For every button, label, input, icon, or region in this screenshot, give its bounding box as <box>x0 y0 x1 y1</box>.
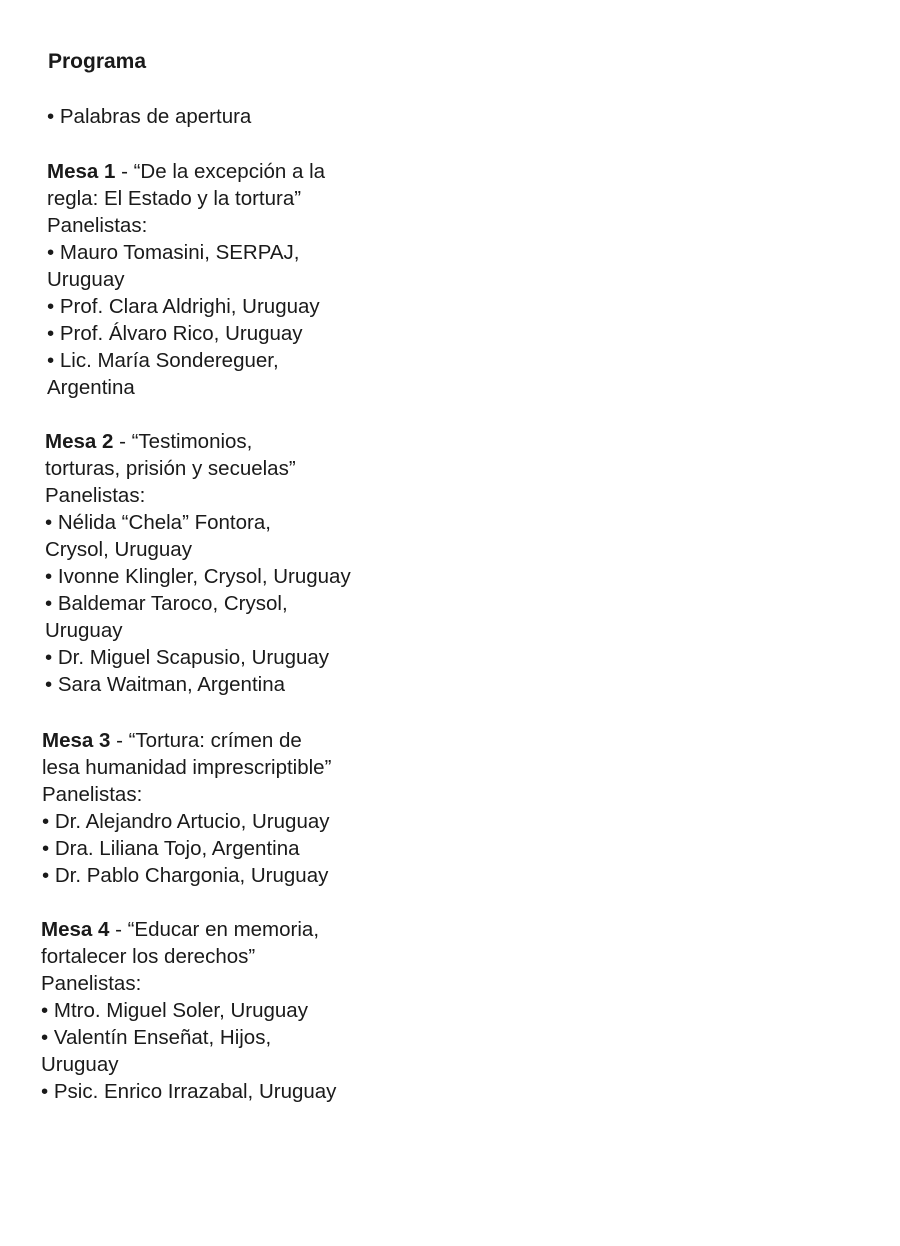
mesa-title-line: - “Tortura: crímen de <box>110 729 302 752</box>
mesa-title-line: fortalecer los derechos” <box>41 945 256 968</box>
panelist-item: • Prof. Clara Aldrighi, Uruguay <box>47 295 320 318</box>
mesa-heading <box>45 428 252 455</box>
panelist-item-continuation: Crysol, Uruguay <box>45 538 192 561</box>
panelist-item: • Ivonne Klingler, Crysol, Uruguay <box>45 565 351 588</box>
mesa-heading <box>41 916 319 943</box>
mesa-label: Mesa 3 <box>42 729 111 752</box>
panelist-item: • Valentín Enseñat, Hijos, <box>41 1026 272 1049</box>
panelist-item-continuation: Uruguay <box>47 268 125 291</box>
mesa-label: Mesa 2 <box>45 430 114 453</box>
page-title: Programa <box>48 50 147 73</box>
panelist-item: • Dr. Miguel Scapusio, Uruguay <box>45 646 330 669</box>
panelist-item: • Baldemar Taroco, Crysol, <box>45 592 288 615</box>
panelist-item-continuation: Argentina <box>47 376 135 399</box>
panelist-item: • Prof. Álvaro Rico, Uruguay <box>47 322 303 345</box>
panelists-label: Panelistas: <box>47 214 148 237</box>
mesa-heading <box>42 727 302 754</box>
panelist-item: • Dr. Alejandro Artucio, Uruguay <box>42 810 330 833</box>
panelist-item-continuation: Uruguay <box>45 619 123 642</box>
panelist-item: • Nélida “Chela” Fontora, <box>45 511 271 534</box>
mesa-title-line: lesa humanidad imprescriptible” <box>42 756 332 779</box>
panelist-item: • Dr. Pablo Chargonia, Uruguay <box>42 864 329 887</box>
mesa-title-line: torturas, prisión y secuelas” <box>45 457 296 480</box>
panelist-item: • Lic. María Sondereguer, <box>47 349 279 372</box>
mesa-heading <box>47 158 325 185</box>
mesa-title-line: regla: El Estado y la tortura” <box>47 187 302 210</box>
panelist-item: • Sara Waitman, Argentina <box>45 673 286 696</box>
opening-item: • Palabras de apertura <box>47 105 252 128</box>
panelist-item-continuation: Uruguay <box>41 1053 119 1076</box>
panelists-label: Panelistas: <box>45 484 146 507</box>
panelists-label: Panelistas: <box>41 972 142 995</box>
mesa-title-line: - “Testimonios, <box>113 430 253 453</box>
mesa-title-line: - “Educar en memoria, <box>109 918 320 941</box>
panelist-item: • Dra. Liliana Tojo, Argentina <box>42 837 300 860</box>
mesa-label: Mesa 4 <box>41 918 110 941</box>
panelist-item: • Psic. Enrico Irrazabal, Uruguay <box>41 1080 337 1103</box>
mesa-label: Mesa 1 <box>47 160 116 183</box>
mesa-title-line: - “De la excepción a la <box>115 160 326 183</box>
panelist-item: • Mtro. Miguel Soler, Uruguay <box>41 999 308 1022</box>
panelists-label: Panelistas: <box>42 783 143 806</box>
panelist-item: • Mauro Tomasini, SERPAJ, <box>47 241 300 264</box>
